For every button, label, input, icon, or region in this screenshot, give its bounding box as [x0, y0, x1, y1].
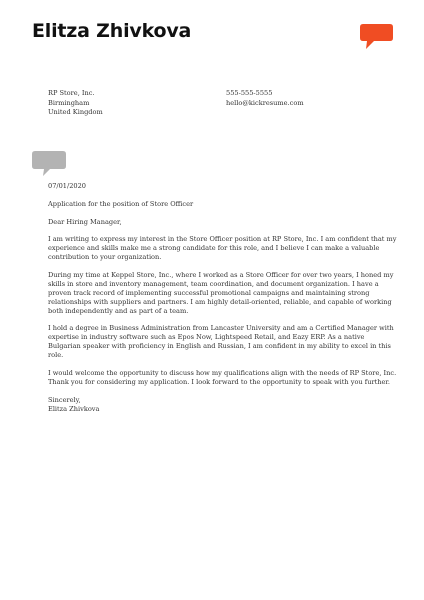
sender-email[interactable]: hello@kickresume.com: [226, 98, 304, 107]
letter-greeting: Dear Hiring Manager,: [48, 217, 122, 226]
letter-paragraph: I am writing to express my interest in the Store Officer position at RP Store, Inc. I am confident that my experience and skills make me a strong candidate for this role, and I believe I can make a valuable contribution to your organization.: [48, 235, 397, 262]
letter-subject: Application for the position of Store Officer: [48, 199, 194, 208]
speech-bubble-grey-icon: [32, 151, 66, 177]
letter-body: [48, 182, 398, 413]
recipient-company: RP Store, Inc.: [48, 89, 95, 97]
recipient-country: United Kingdom: [48, 108, 103, 116]
speech-bubble-shape: [360, 24, 393, 49]
letter-paragraph: I hold a degree in Business Administration from Lancaster University and am a Certified Manager with expertise in industry software such as Epos Now, Lightspeed Retail, and Eazy ERP. As a native Bulgarian speaker with proficiency in English and Russian, I am confident in my ability to excel in this role.: [48, 324, 394, 360]
speech-bubble-grey-shape: [32, 151, 66, 176]
recipient-city: Birmingham: [48, 98, 90, 107]
letter-paragraph: During my time at Keppel Store, Inc., where I worked as a Store Officer for over two years, I honed my skills in store and inventory management, team coordination, and document organization. I have a proven track record of implementing successful promotional campaigns and maintaining strong relationships with suppliers and partners. I am highly detail-oriented, reliable, and capable of working both independently and as part of a team.: [48, 271, 394, 315]
sender-contact: [226, 89, 304, 108]
letter-closing: Sincerely,: [48, 395, 81, 404]
sender-name: Elitza Zhivkova: [32, 20, 192, 42]
sender-phone: 555-555-5555: [226, 89, 273, 97]
letter-date: 07/01/2020: [48, 182, 87, 190]
recipient-address: [48, 89, 103, 118]
speech-bubble-icon: [360, 24, 393, 50]
letter-paragraph: I would welcome the opportunity to discuss how my qualifications align with the needs of RP Store, Inc. Thank you for considering my application. I look forward to the opportunity to speak with you further.: [48, 368, 397, 386]
letter-signature: Elitza Zhivkova: [48, 404, 100, 413]
